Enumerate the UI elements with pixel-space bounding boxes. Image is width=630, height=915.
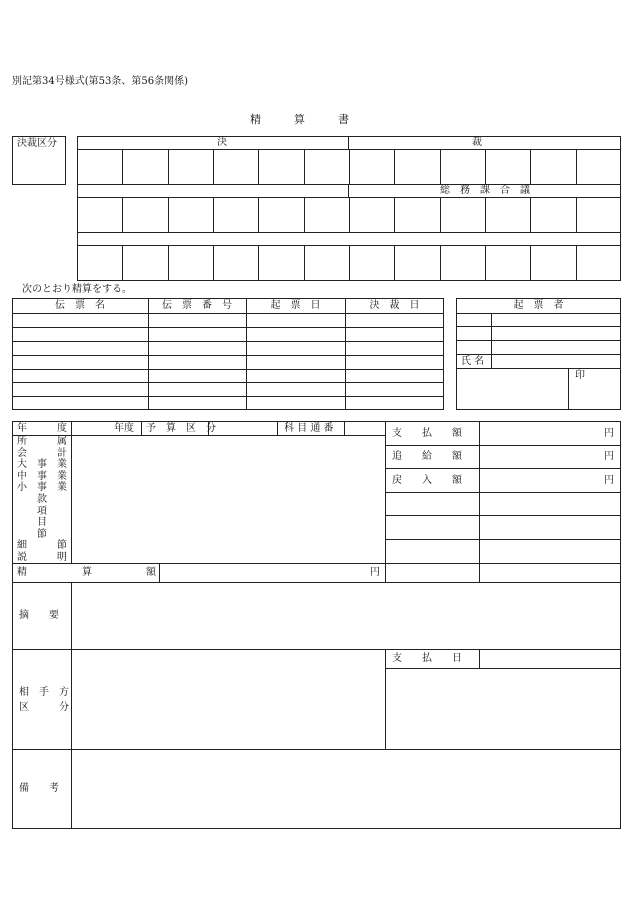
payment-date-label: 支 払 日: [392, 653, 462, 664]
slip-row-divider: [12, 327, 444, 328]
approval-cell-divider: [440, 245, 441, 281]
approval-cell-divider: [122, 149, 123, 184]
approval-cell-divider: [440, 197, 441, 232]
approval-cell-divider: [122, 245, 123, 281]
budget-item-label: [17, 495, 47, 505]
budget-item-char: 節: [37, 528, 47, 540]
budget-item-char: 事: [37, 459, 47, 471]
budget-item-label: [17, 449, 67, 459]
payment-amount-unit: 円: [604, 428, 614, 439]
budget-item-char: [17, 530, 27, 540]
approval-cell-divider: [168, 197, 169, 232]
approval-cell-divider: [394, 245, 395, 281]
slip-row-divider: [12, 382, 444, 383]
issue-date-header: 起 票 日: [270, 300, 321, 311]
budget-item-label: [17, 437, 67, 447]
budget-item-char: 事: [37, 482, 47, 494]
budget-item-label: [17, 553, 67, 563]
approval-cell-divider: [349, 197, 350, 232]
approval-date-header: 決 裁 日: [369, 300, 420, 311]
slip-number-header: 伝 票 番 号: [162, 300, 232, 311]
approval-cell-divider: [213, 149, 214, 184]
approval-cell-divider: [349, 149, 350, 184]
budget-item-char: 所: [17, 436, 27, 447]
budget-item-char: 大: [17, 459, 27, 471]
budget-item-char: 業: [57, 459, 67, 471]
budget-item-char: 細: [17, 540, 27, 552]
slip-row-divider: [12, 341, 444, 342]
budget-item-char: 目: [37, 517, 47, 529]
approval-cell-divider: [258, 245, 259, 281]
approval-cell-divider: [394, 197, 395, 232]
slip-row-divider: [12, 396, 444, 397]
main-form-block: [12, 421, 621, 829]
general-affairs-consultation-label: 総 務 課 合 議: [440, 185, 530, 196]
additional-payment-unit: 円: [604, 451, 614, 462]
approval-cell-divider: [394, 149, 395, 184]
budget-item-label: [17, 530, 47, 540]
approval-cell-divider: [576, 245, 577, 281]
approval-cell-divider: [530, 245, 531, 281]
budget-item-char: 款: [37, 494, 47, 505]
slip-row-divider: [12, 313, 444, 314]
approval-cell-divider: [122, 197, 123, 232]
approval-cell-divider: [530, 197, 531, 232]
account-number-label: 科 目 通 番: [284, 423, 334, 434]
budget-item-label: [17, 483, 67, 493]
refund-amount-unit: 円: [604, 475, 614, 486]
approval-category-label: 決裁区分: [17, 138, 57, 149]
settlement-label-1: 精: [17, 567, 27, 578]
refund-amount-label: 戻 入 額: [392, 475, 462, 486]
budget-item-char: 事: [37, 470, 47, 482]
budget-item-char: 業: [57, 482, 67, 494]
approval-cell-divider: [485, 245, 486, 281]
form-title: 精 算 書: [250, 113, 349, 126]
approval-cell-divider: [213, 197, 214, 232]
additional-payment-label: 追 給 額: [392, 451, 462, 462]
approval-cell-divider: [485, 149, 486, 184]
budget-item-label: [17, 518, 47, 528]
slip-row-divider: [12, 355, 444, 356]
approval-cell-divider: [440, 149, 441, 184]
seal-mark: 印: [575, 370, 585, 381]
budget-category-label: 予 算 区 分: [146, 423, 216, 434]
budget-item-char: 業: [57, 470, 67, 482]
budget-item-label: [17, 472, 67, 482]
counterparty-label-line-2: 区 分: [19, 702, 69, 713]
approval-cell-divider: [530, 149, 531, 184]
name-label: 氏 名: [461, 356, 485, 367]
budget-item-char: 中: [17, 470, 27, 482]
budget-item-char: [17, 507, 27, 517]
budget-item-label: [17, 460, 67, 470]
budget-item-char: 会: [17, 447, 27, 459]
budget-item-char: 節: [57, 540, 67, 552]
year-unit: 年度: [114, 423, 134, 434]
budget-item-char: 小: [17, 482, 27, 494]
approval-cell-divider: [576, 197, 577, 232]
slip-row-divider: [12, 369, 444, 370]
budget-item-char: [17, 518, 27, 528]
issuer-header: 起 票 者: [513, 300, 564, 311]
settlement-label-3: 額: [146, 567, 156, 578]
approval-left-label: 決: [217, 137, 227, 148]
intro-text: 次のとおり精算をする。: [22, 284, 132, 295]
budget-item-label: [17, 507, 47, 517]
budget-item-label: [17, 541, 67, 551]
remarks-label: 備 考: [19, 783, 59, 794]
form-reference: 別記第34号様式(第53条、第56条関係): [12, 76, 188, 87]
approval-right-label: 裁: [472, 137, 482, 148]
counterparty-label-line-1: 相 手 方: [19, 687, 69, 698]
approval-cell-divider: [168, 245, 169, 281]
budget-item-char: [17, 495, 27, 505]
approval-cell-divider: [304, 149, 305, 184]
approval-cell-divider: [258, 149, 259, 184]
budget-item-char: 説: [17, 552, 27, 563]
budget-item-char: 属: [57, 436, 67, 447]
summary-label: 摘 要: [19, 610, 59, 621]
approval-cell-divider: [576, 149, 577, 184]
payment-amount-label: 支 払 額: [392, 428, 462, 439]
approval-cell-divider: [304, 197, 305, 232]
approval-cell-divider: [485, 197, 486, 232]
slip-name-header: 伝 票 名: [55, 300, 105, 311]
budget-item-char: 項: [37, 505, 47, 517]
budget-item-char: 明: [57, 552, 67, 563]
approval-cell-divider: [304, 245, 305, 281]
year-label: 年 度: [17, 423, 67, 434]
approval-cell-divider: [213, 245, 214, 281]
approval-cell-divider: [258, 197, 259, 232]
approval-cell-divider: [168, 149, 169, 184]
approval-cell-divider: [349, 245, 350, 281]
settlement-unit: 円: [370, 567, 380, 578]
budget-item-char: 計: [57, 447, 67, 459]
settlement-label-2: 算: [82, 567, 92, 578]
slip-table: [12, 298, 444, 410]
